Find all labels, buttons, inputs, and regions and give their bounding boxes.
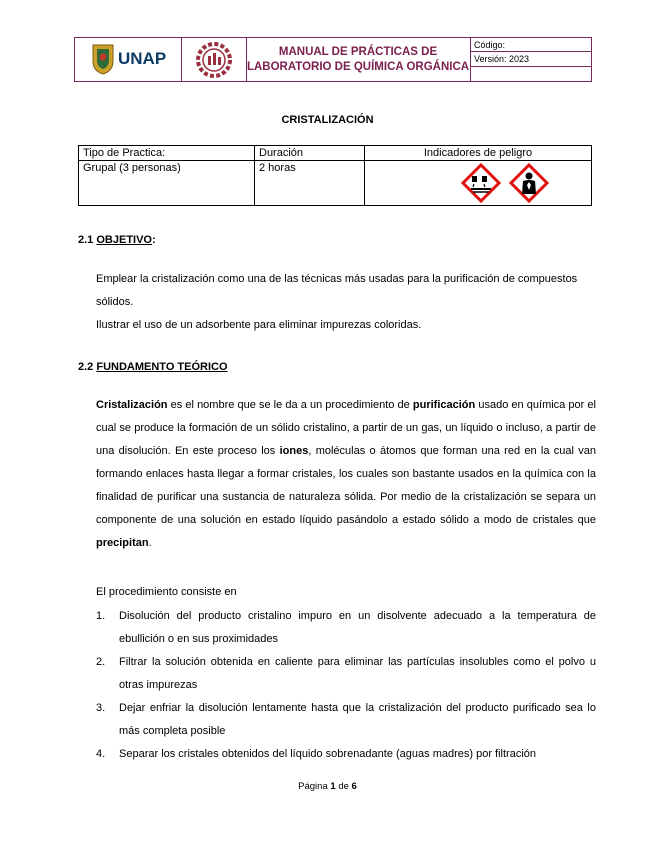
unap-logo-cell <box>75 38 182 81</box>
term-cristalizacion: Cristalización <box>96 399 168 411</box>
step-number: 1. <box>96 610 106 622</box>
manual-title <box>246 38 471 81</box>
section-title: FUNDAMENTO TEÓRICO <box>96 361 228 373</box>
practice-info-table <box>78 145 592 206</box>
header-cell-tipo: Tipo de Practica: <box>79 146 255 161</box>
version-label: Versión: 2023 <box>470 52 591 66</box>
header-cell-duracion: Duración <box>255 146 365 161</box>
document-header <box>74 37 592 82</box>
manual-title-line1: MANUAL DE PRÁCTICAS DE <box>278 45 438 58</box>
table-header-row <box>79 146 592 161</box>
table-row <box>79 161 592 206</box>
header-cell-indicadores: Indicadores de peligro <box>365 146 592 161</box>
section-objetivo-heading <box>78 234 156 246</box>
codigo-label: Código: <box>470 38 591 52</box>
objetivo-line: sólidos. <box>96 296 134 308</box>
objetivo-text <box>96 268 596 337</box>
step-number: 3. <box>96 702 106 714</box>
list-item <box>96 697 596 743</box>
paragraph-text: . <box>148 537 152 549</box>
corrosive-pictogram-icon <box>461 163 501 203</box>
page-of: de <box>335 781 352 792</box>
section-number: 2.1 <box>78 234 94 246</box>
section-fundamento-heading <box>78 361 228 373</box>
section-colon: : <box>151 234 156 246</box>
term-purificacion: purificación <box>412 399 476 411</box>
faculty-logo-cell <box>181 38 247 81</box>
paragraph-text: usado en química por el cual se produce la formación de un sólido cristalino, a partir de un gas, un líquido o incluso, a partir de una disolución. En este proceso los <box>96 399 596 457</box>
document-title: CRISTALIZACIÓN <box>281 114 374 126</box>
step-text: Disolución del producto cristalino impuro en un disolvente adecuado a la temperatura de ebullición o en sus proximidades <box>119 610 596 645</box>
list-item <box>96 743 596 766</box>
section-number: 2.2 <box>78 361 94 373</box>
cell-hazards <box>365 161 592 206</box>
step-text: Separar los cristales obtenidos del líquido sobrenadante (aguas madres) por filtración <box>119 748 537 760</box>
cell-duracion: 2 horas <box>255 161 365 206</box>
step-number: 2. <box>96 656 106 668</box>
page-total: 6 <box>351 781 357 792</box>
procedure-steps-list <box>96 605 596 766</box>
faculty-gear-icon <box>195 41 233 79</box>
paragraph-text: es el nombre que se le da a un procedimiento de <box>167 399 413 411</box>
objetivo-line: Ilustrar el uso de un adsorbente para eliminar impurezas coloridas. <box>96 319 422 331</box>
manual-title-line2: LABORATORIO DE QUÍMICA ORGÁNICA <box>246 60 470 73</box>
objetivo-line: Emplear la cristalización como una de las técnicas más usadas para la purificación de compuestos <box>96 273 578 285</box>
page-footer <box>0 781 655 792</box>
term-precipitan: precipitan <box>96 537 149 549</box>
page-label: Página <box>298 781 331 792</box>
step-text: Dejar enfriar la disolución lentamente hasta que la cristalización del producto purificado sea lo más completa posible <box>119 702 596 737</box>
empty-control-row <box>470 67 591 81</box>
term-iones: iones <box>279 445 309 457</box>
step-text: Filtrar la solución obtenida en caliente para eliminar las partículas insolubles como el polvo u otras impurezas <box>119 656 596 691</box>
list-item <box>96 651 596 697</box>
unap-crest-icon <box>91 43 115 75</box>
unap-logo-text: UNAP <box>118 49 167 68</box>
page-number: 1 <box>330 781 336 792</box>
list-item <box>96 605 596 651</box>
section-title: OBJETIVO <box>96 234 152 246</box>
fundamento-paragraph <box>96 394 596 555</box>
cell-tipo: Grupal (3 personas) <box>79 161 255 206</box>
doc-control-cell <box>470 38 591 81</box>
procedure-intro: El procedimiento consiste en <box>96 586 237 598</box>
health-hazard-pictogram-icon <box>509 163 549 203</box>
step-number: 4. <box>96 748 106 760</box>
paragraph-text: , moléculas o átomos que forman una red en la cual van formando enlaces hasta llegar a formar cristales, los cuales son bastante usados en la química con la finalidad de purificar una sustancia de naturaleza sólida. Por medio de la cristalización se separa un componente de una solución en estado líquido pasándolo a estado sólido a modo de cristales que <box>96 445 597 526</box>
